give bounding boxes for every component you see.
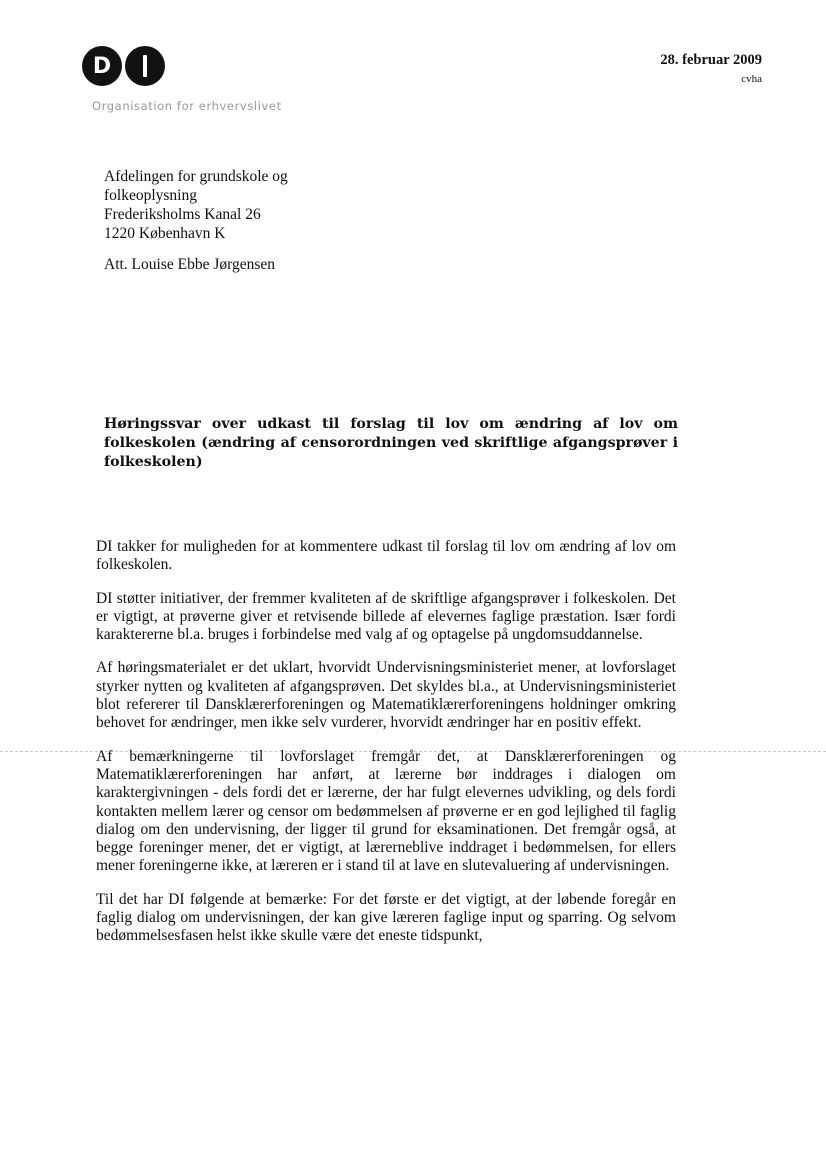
body-paragraph: Af bemærkningerne til lovforslaget fremgår det, at Dansklærerforeningen og Matematiklærerforeningen har anført, at lærerne bør inddrages i dialogen om karaktergivningen - dels fordi det er lærerne, der har fulgt elevernes udvikling, og dels fordi kontakten mellem lærer og censor om bedømmelsen af prøverne er en god lejlighed til faglig dialog om den undervisning, der ligger til grund for eksaminationen. Det fremgår også, at begge foreninger mener, det er vigtigt, at lærerneblive inddraget i bedømmelsen, for ellers mener foreningerne ikke, at læreren er i stand til at lave en slutevaluering af undervisningen.: [96, 747, 676, 875]
logo-letter-i: [125, 46, 165, 86]
address-line: 1220 København K: [104, 225, 226, 242]
body-paragraph: DI takker for muligheden for at kommentere udkast til forslag til lov om ændring af lov om folkeskolen.: [96, 538, 676, 574]
body-paragraph: Af høringsmaterialet er det uklart, hvorvidt Undervisningsministeriet mener, at lovforslaget styrker nytten og kvaliteten af afgangsprøven. Det skyldes bl.a., at Undervisningsministeriet blot refererer til Dansklærerforeningen og Matematiklærerforeningens holdninger omkring behovet for ændringer, men ikke selv vurderer, hvorvidt ændringer har en positiv effekt.: [96, 659, 676, 732]
body-paragraph: DI støtter initiativer, der fremmer kvaliteten af de skriftlige afgangsprøver i folkeskolen. Det er vigtigt, at prøverne giver et retvisende billede af elevernes faglige præstation. Især fordi karaktererne bl.a. bruges i forbindelse med valg af og optagelse på ungdomsuddannelse.: [96, 589, 676, 644]
sender-initials: cvha: [741, 73, 762, 85]
address-line: Frederiksholms Kanal 26: [104, 206, 261, 223]
attention-line: Att. Louise Ebbe Jørgensen: [104, 256, 276, 273]
letter-body: [96, 538, 676, 961]
body-paragraph: Til det har DI følgende at bemærke: For det første er det vigtigt, at der løbende foregår en faglig dialog om undervisningen, der kan give læreren faglige input og sparring. Og selvom bedømmelsesfasen helst ikke skulle være det eneste tidspunkt,: [96, 890, 676, 945]
logo-letter-d: D: [82, 46, 122, 86]
di-logo: [82, 46, 165, 86]
address-line: Afdelingen for grundskole og: [104, 168, 288, 185]
recipient-address: [104, 167, 288, 243]
logo-tagline: Organisation for erhvervslivet: [92, 99, 282, 113]
letter-subject: Høringssvar over udkast til forslag til lov om ændring af lov om folkeskolen (ændring af censorordningen ved skriftlige afgangsprøver i folkeskolen): [104, 416, 678, 470]
letter-date: 28. februar 2009: [660, 52, 762, 68]
address-line: folkeoplysning: [104, 187, 197, 204]
